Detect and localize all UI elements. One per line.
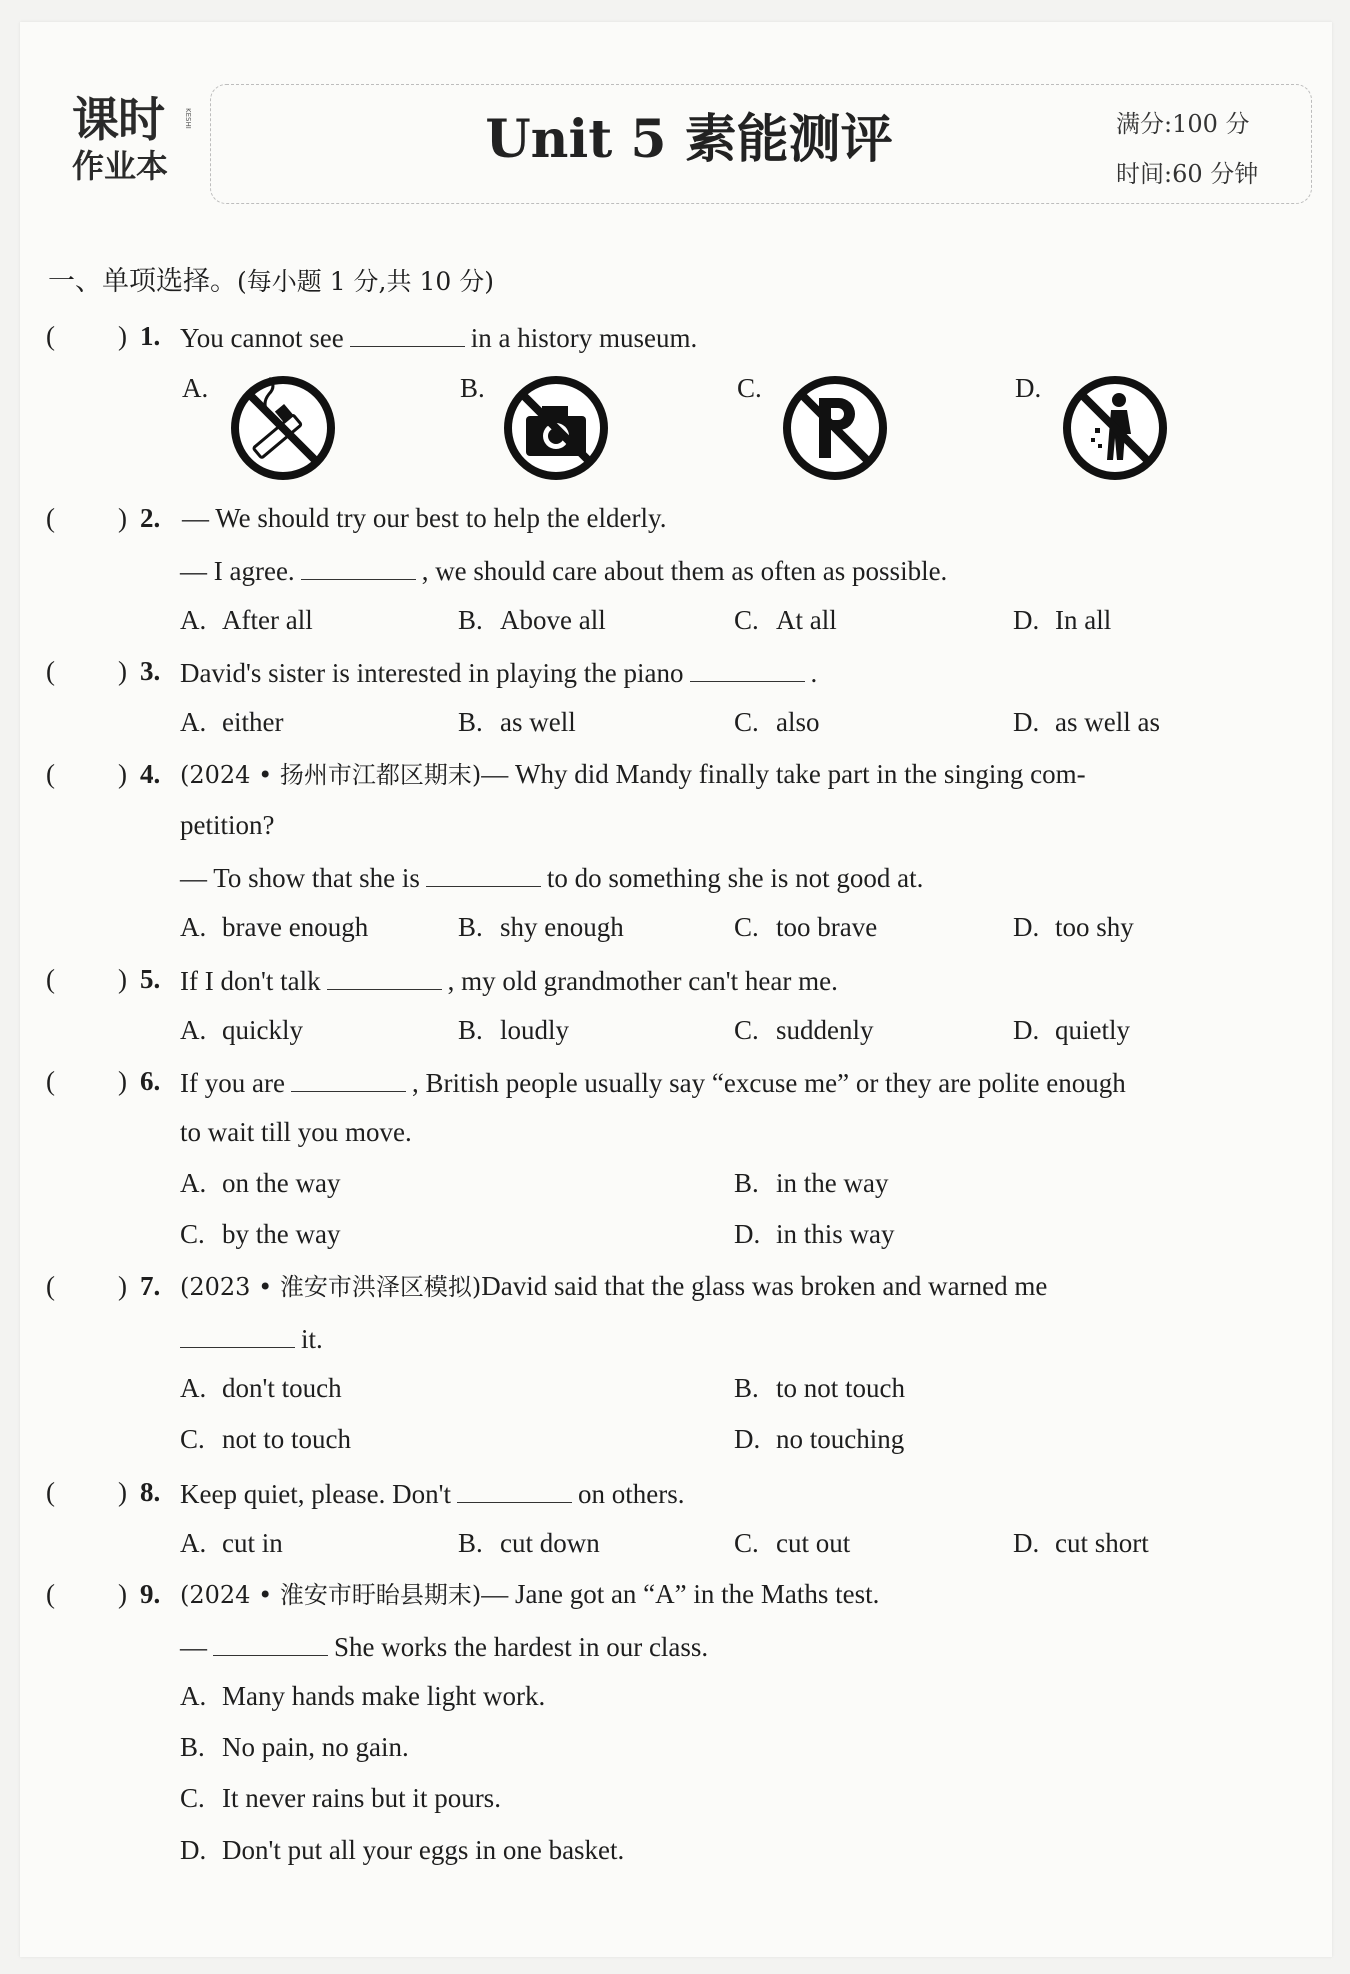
stem-part: If I don't talk xyxy=(180,966,321,996)
question-number: 7. xyxy=(140,1271,161,1301)
option-letter: D. xyxy=(734,1219,761,1249)
option-b[interactable] xyxy=(458,600,606,640)
question-number: 5. xyxy=(140,964,161,994)
answer-paren-open[interactable]: ( xyxy=(46,964,55,994)
answer-paren-open[interactable]: ( xyxy=(46,1066,55,1096)
option-letter: C. xyxy=(734,707,759,737)
option-text: don't touch xyxy=(222,1373,342,1403)
option-text: No pain, no gain. xyxy=(222,1732,409,1762)
question-stem xyxy=(180,316,1295,358)
stem-continuation xyxy=(180,1317,1295,1359)
option-text: It never rains but it pours. xyxy=(222,1783,501,1813)
option-text: on the way xyxy=(222,1168,341,1198)
question-source: (2024 • 淮安市盱眙县期末) xyxy=(180,1581,482,1609)
option-letter: C. xyxy=(734,1528,759,1558)
question-number: 3. xyxy=(140,656,161,686)
option-c[interactable] xyxy=(734,1523,850,1563)
question-number: 2. xyxy=(140,503,161,533)
option-text: shy enough xyxy=(500,912,624,942)
question-number: 1. xyxy=(140,321,161,351)
option-a[interactable] xyxy=(180,907,368,947)
stem-part: — xyxy=(180,1632,207,1662)
answer-paren-close: ) xyxy=(118,964,127,994)
stem-part: to do something she is not good at. xyxy=(546,863,924,893)
option-letter: C. xyxy=(180,1219,205,1249)
option-letter: D. xyxy=(1013,1015,1040,1045)
answer-blank[interactable] xyxy=(213,1625,328,1656)
title-box xyxy=(210,84,1312,204)
option-letter: B. xyxy=(734,1168,759,1198)
option-b[interactable] xyxy=(734,1163,888,1203)
option-text: to not touch xyxy=(776,1373,905,1403)
stem-part: Keep quiet, please. Don't xyxy=(180,1479,452,1509)
option-c[interactable] xyxy=(180,1778,501,1818)
option-b[interactable] xyxy=(458,1523,600,1563)
option-letter: B. xyxy=(734,1373,759,1403)
no-littering-icon[interactable] xyxy=(1061,374,1169,482)
option-letter: A. xyxy=(180,1373,207,1403)
option-letter: A. xyxy=(180,1015,207,1045)
stem-part: on others. xyxy=(578,1479,685,1509)
answer-paren-open[interactable]: ( xyxy=(46,1579,55,1609)
option-d[interactable] xyxy=(734,1214,895,1254)
option-c[interactable] xyxy=(180,1214,340,1254)
stem-part: You cannot see xyxy=(180,323,344,353)
option-d[interactable] xyxy=(1013,702,1160,742)
option-letter: C. xyxy=(180,1424,205,1454)
option-letter: B. xyxy=(458,1528,483,1558)
answer-blank[interactable] xyxy=(350,316,465,347)
option-text: Many hands make light work. xyxy=(222,1681,546,1711)
brand-logo xyxy=(72,93,192,185)
option-letter: B. xyxy=(458,707,483,737)
option-text: in the way xyxy=(776,1168,889,1198)
option-text: also xyxy=(776,707,820,737)
option-text: In all xyxy=(1055,605,1112,635)
option-letter: C. xyxy=(734,1015,759,1045)
option-letter: B. xyxy=(458,1015,483,1045)
question-stem xyxy=(180,1266,1295,1307)
stem-part: , British people usually say “excuse me” or they are polite enough xyxy=(411,1068,1126,1098)
logo-top-text: 课时 xyxy=(72,93,164,148)
question-stem: — We should try our best to help the elderly. xyxy=(182,503,667,533)
option-letter: A. xyxy=(180,1168,207,1198)
option-a[interactable] xyxy=(180,1368,342,1408)
option-a[interactable] xyxy=(180,1163,340,1203)
question-stem xyxy=(180,651,1295,693)
option-text: cut short xyxy=(1055,1528,1149,1558)
question-stem xyxy=(180,959,1295,1001)
option-b[interactable] xyxy=(458,907,624,947)
question-stem xyxy=(180,754,1295,795)
answer-paren-close: ) xyxy=(118,1579,127,1609)
answer-paren-close: ) xyxy=(118,656,127,686)
answer-blank[interactable] xyxy=(457,1472,572,1503)
option-text: cut down xyxy=(500,1528,600,1558)
answer-paren-close: ) xyxy=(118,321,127,351)
option-b[interactable] xyxy=(458,1010,569,1050)
option-a[interactable] xyxy=(180,1010,303,1050)
answer-blank[interactable] xyxy=(180,1317,295,1348)
option-letter: C. xyxy=(734,605,759,635)
option-b[interactable] xyxy=(180,1727,409,1767)
option-text: as well as xyxy=(1055,707,1160,737)
option-a[interactable] xyxy=(180,600,313,640)
time-limit: 时间:60 分钟 xyxy=(1116,160,1259,188)
answer-paren-open[interactable]: ( xyxy=(46,1271,55,1301)
question-stem xyxy=(180,1472,1295,1514)
logo-bottom-text: 作业本 xyxy=(72,147,169,185)
answer-blank[interactable] xyxy=(690,651,805,682)
option-c-label: C. xyxy=(737,373,762,403)
stem-part: , my old grandmother can't hear me. xyxy=(447,966,838,996)
stem-part: it. xyxy=(301,1324,323,1354)
option-letter: B. xyxy=(458,605,483,635)
option-text: too brave xyxy=(776,912,878,942)
stem-part: in a history museum. xyxy=(470,323,698,353)
option-text: suddenly xyxy=(776,1015,874,1045)
option-d[interactable] xyxy=(734,1419,904,1459)
option-text: cut out xyxy=(776,1528,851,1558)
question-source: (2023 • 淮安市洪泽区模拟) xyxy=(180,1273,482,1301)
option-letter: D. xyxy=(1013,707,1040,737)
no-photography-icon[interactable] xyxy=(502,374,610,482)
no-smoking-icon[interactable] xyxy=(229,374,337,482)
option-a-label: A. xyxy=(182,373,209,403)
option-letter: B. xyxy=(458,912,483,942)
option-text: not to touch xyxy=(222,1424,351,1454)
option-letter: D. xyxy=(180,1835,207,1865)
stem-part: David's sister is interested in playing the piano xyxy=(180,658,684,688)
answer-blank[interactable] xyxy=(301,549,416,580)
option-text: as well xyxy=(500,707,576,737)
option-letter: A. xyxy=(180,1528,207,1558)
stem-part: — Jane got an “A” in the Maths test. xyxy=(481,1579,880,1609)
answer-paren-close: ) xyxy=(118,759,127,789)
question-number: 9. xyxy=(140,1579,161,1609)
question-line xyxy=(180,856,1295,898)
option-text: loudly xyxy=(500,1015,570,1045)
stem-part: , we should care about them as often as possible. xyxy=(421,556,948,586)
question-line xyxy=(180,1625,1295,1667)
answer-paren-open[interactable]: ( xyxy=(46,759,55,789)
option-text: cut in xyxy=(222,1528,283,1558)
option-b[interactable] xyxy=(734,1368,905,1408)
answer-paren-open[interactable]: ( xyxy=(46,656,55,686)
option-text: too shy xyxy=(1055,912,1134,942)
question-stem xyxy=(180,1574,1295,1615)
option-text: no touching xyxy=(776,1424,905,1454)
option-text: At all xyxy=(776,605,837,635)
option-c[interactable] xyxy=(734,907,877,947)
option-letter: A. xyxy=(180,1681,207,1711)
option-c[interactable] xyxy=(180,1419,351,1459)
option-text: After all xyxy=(222,605,313,635)
option-letter: D. xyxy=(1013,605,1040,635)
question-number: 4. xyxy=(140,759,161,789)
section-title: 一、单项选择。 xyxy=(48,266,237,297)
option-c[interactable] xyxy=(734,1010,874,1050)
stem-part: David said that the glass was broken and warned me xyxy=(481,1271,1048,1301)
option-b-label: B. xyxy=(460,373,485,403)
option-text: by the way xyxy=(222,1219,341,1249)
option-letter: A. xyxy=(180,707,207,737)
option-c[interactable] xyxy=(734,702,820,742)
question-line xyxy=(180,549,1295,591)
logo-mark: KESHI xyxy=(184,108,192,129)
answer-blank[interactable] xyxy=(291,1061,406,1092)
stem-continuation: to wait till you move. xyxy=(180,1117,412,1147)
stem-part: — I agree. xyxy=(180,556,295,586)
question-number: 6. xyxy=(140,1066,161,1096)
option-text: quickly xyxy=(222,1015,303,1045)
stem-part: — To show that she is xyxy=(180,863,420,893)
option-d-label: D. xyxy=(1015,373,1042,403)
stem-part: She works the hardest in our class. xyxy=(334,1632,709,1662)
question-stem xyxy=(180,1061,1295,1103)
answer-paren-open[interactable]: ( xyxy=(46,1477,55,1507)
option-text: either xyxy=(222,707,284,737)
option-a[interactable] xyxy=(180,1676,545,1716)
page-title: Unit 5 素能测评 xyxy=(485,109,893,170)
answer-paren-close: ) xyxy=(118,1477,127,1507)
option-letter: A. xyxy=(180,912,207,942)
answer-paren-open[interactable]: ( xyxy=(46,503,55,533)
question-source: (2024 • 扬州市江都区期末) xyxy=(180,761,482,789)
stem-part: — Why did Mandy finally take part in the singing com- xyxy=(481,759,1086,789)
option-letter: A. xyxy=(180,605,207,635)
option-text: quietly xyxy=(1055,1015,1130,1045)
option-text: brave enough xyxy=(222,912,369,942)
option-b[interactable] xyxy=(458,702,576,742)
option-letter: D. xyxy=(1013,1528,1040,1558)
option-d[interactable] xyxy=(180,1830,624,1870)
option-letter: B. xyxy=(180,1732,205,1762)
section-heading xyxy=(48,262,494,302)
full-score: 满分:100 分 xyxy=(1116,110,1250,138)
option-a[interactable] xyxy=(180,1523,283,1563)
stem-continuation: petition? xyxy=(180,810,275,840)
answer-paren-close: ) xyxy=(118,1066,127,1096)
option-text: Don't put all your eggs in one basket. xyxy=(222,1835,625,1865)
section-note: (每小题 1 分,共 10 分) xyxy=(237,267,494,296)
option-text: in this way xyxy=(776,1219,895,1249)
answer-paren-close: ) xyxy=(118,503,127,533)
option-c[interactable] xyxy=(734,600,837,640)
no-parking-icon[interactable] xyxy=(781,374,889,482)
question-number: 8. xyxy=(140,1477,161,1507)
option-letter: C. xyxy=(734,912,759,942)
answer-paren-open[interactable]: ( xyxy=(46,321,55,351)
option-letter: D. xyxy=(1013,912,1040,942)
stem-part: If you are xyxy=(180,1068,285,1098)
option-text: Above all xyxy=(500,605,606,635)
option-d[interactable] xyxy=(1013,1010,1130,1050)
stem-part: . xyxy=(810,658,818,688)
answer-blank[interactable] xyxy=(327,959,442,990)
option-a[interactable] xyxy=(180,702,283,742)
option-d[interactable] xyxy=(1013,1523,1149,1563)
option-letter: D. xyxy=(734,1424,761,1454)
answer-paren-close: ) xyxy=(118,1271,127,1301)
option-d[interactable] xyxy=(1013,600,1111,640)
option-d[interactable] xyxy=(1013,907,1134,947)
answer-blank[interactable] xyxy=(426,856,541,887)
option-letter: C. xyxy=(180,1783,205,1813)
exam-meta xyxy=(1116,99,1258,199)
